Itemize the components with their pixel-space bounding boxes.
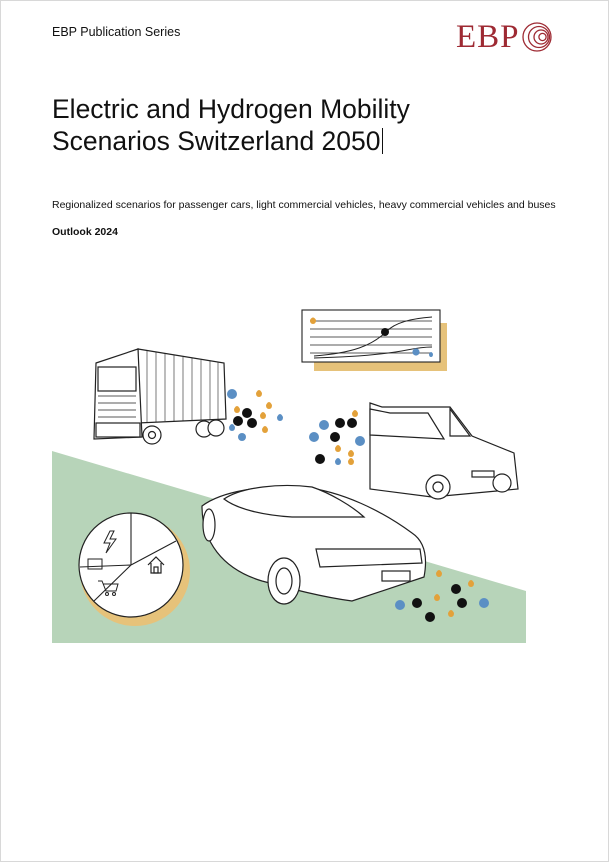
truck-icon [94,349,226,444]
text-cursor [382,128,383,154]
publication-series-label: EBP Publication Series [52,25,181,39]
title-line-2 [52,125,552,157]
logo-wordmark: EBP [456,18,520,55]
van-icon [370,403,518,499]
ebp-logo [456,17,558,57]
fuel-drops-van [309,410,365,465]
document-subtitle: Regionalized scenarios for passenger cars, light commercial vehicles, heavy commercial vehicles and buses [52,199,556,211]
chart-card [302,310,447,371]
fuel-drops-truck [227,389,283,441]
title-line-1: Electric and Hydrogen Mobility [52,94,410,124]
cover-illustration [52,301,530,646]
edition-label: Outlook 2024 [52,226,118,238]
document-title [52,93,552,157]
logo-swirl-icon [520,20,558,54]
title-line-2-text: Scenarios Switzerland 2050 [52,126,381,156]
